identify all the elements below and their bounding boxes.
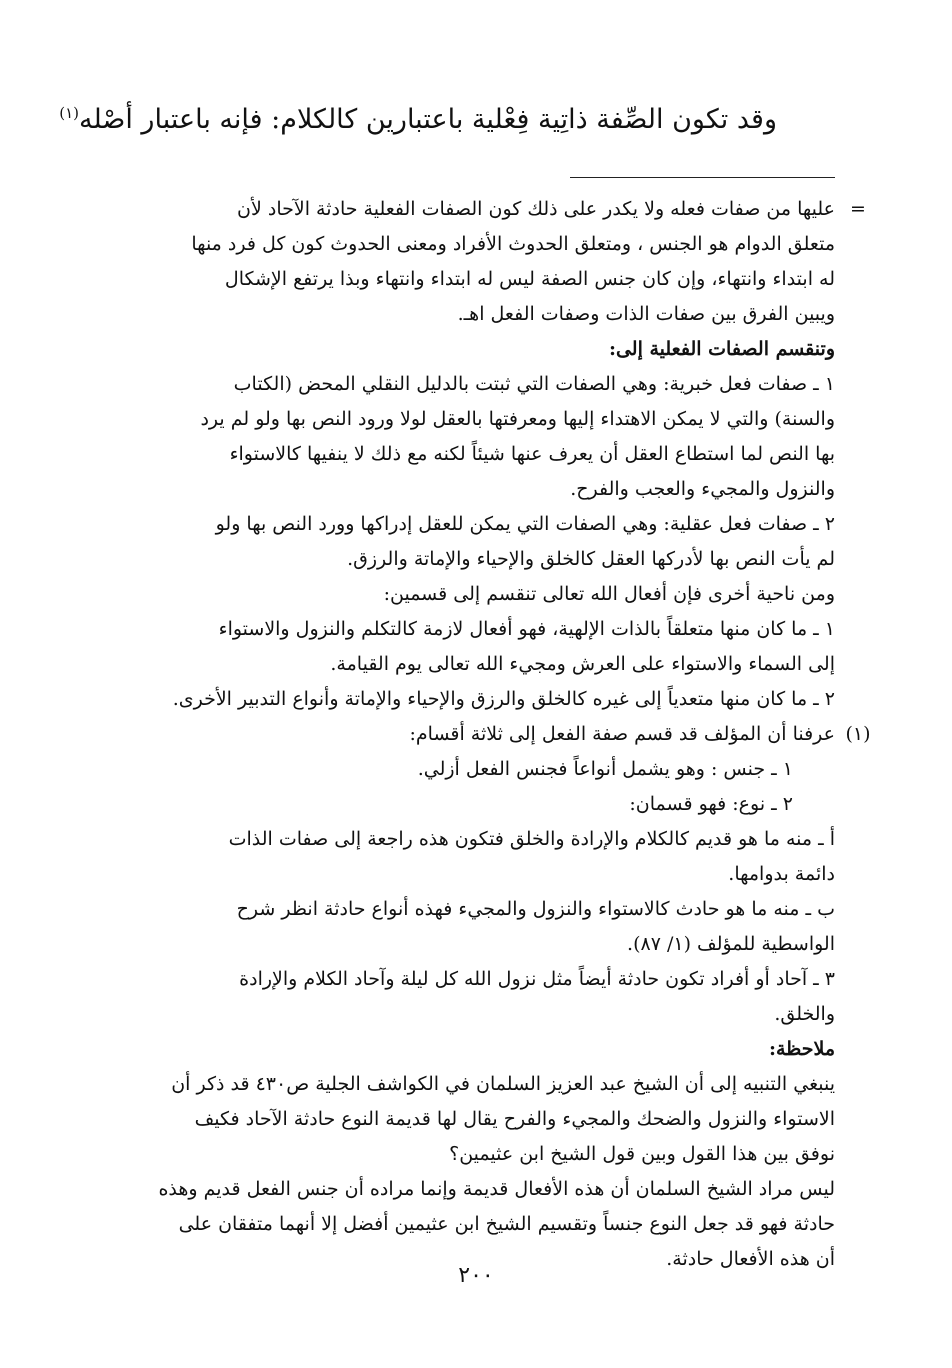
footnote-line: متعلق الدوام هو الجنس ، ومتعلق الحدوث الأفراد ومعنى الحدوث كون كل فرد منها	[191, 233, 835, 255]
footnote-line: لم يأت النص بها لأدركها العقل كالخلق والإحياء والإماتة والرزق.	[347, 548, 835, 570]
footnote-line: أ ـ منه ما هو قديم كالكلام والإرادة والخلق فتكون هذه راجعة إلى صفات الذات	[228, 828, 835, 850]
footnote-line: ٢ ـ نوع: فهو قسمان:	[629, 793, 793, 815]
footnote-heading: ملاحظة:	[768, 1038, 835, 1060]
footnote-line: = عليها من صفات فعله ولا يكدر على ذلك كون الصفات الفعلية حادثة الآحاد لأن	[135, 192, 835, 227]
page-number: ٢٠٠	[458, 1263, 494, 1288]
main-text-line	[59, 98, 777, 142]
footnote-line: (١) عرفنا أن المؤلف قد قسم صفة الفعل إلى ثلاثة أقسام:	[135, 717, 835, 752]
footnote-line: ١ ـ صفات فعل خبرية: وهي الصفات التي ثبتت بالدليل النقلي المحض (الكتاب	[233, 373, 835, 395]
footnote-ref: (١)	[59, 104, 79, 122]
footnote-line: نوفق بين هذا القول وبين قول الشيخ ابن عثيمين؟	[449, 1143, 835, 1165]
footnote-line: ١ ـ ما كان منها متعلقاً بالذات الإلهية، فهو أفعال لازمة كالتكلم والنزول والاستواء	[218, 618, 835, 640]
continuation-marker: =	[850, 198, 866, 220]
footnote-line: والخلق.	[774, 1003, 835, 1025]
footnote-line: دائمة بدوامها.	[728, 863, 835, 885]
footnote-line: بها النص لما استطاع العقل أن يعرف عنها شيئاً لكنه مع ذلك لا ينفيها كالاستواء	[229, 443, 835, 465]
footnote-heading: وتنقسم الصفات الفعلية إلى:	[608, 338, 835, 360]
footnote-line: والسنة) والتي لا يمكن الاهتداء إليها ومعرفتها بالعقل لولا ورود النص بها ولو لم يرد	[200, 408, 835, 430]
footnote-separator	[570, 177, 835, 178]
footnote-line: ويبين الفرق بين صفات الذات وصفات الفعل اهـ.	[457, 303, 835, 325]
footnotes-block	[135, 192, 871, 1277]
footnote-line: أن هذه الأفعال حادثة.	[666, 1248, 835, 1270]
footnote-line: ب ـ منه ما هو حادث كالاستواء والنزول والمجيء فهذه أنواع حادثة انظر شرح	[236, 898, 835, 920]
main-text: وقد تكون الصِّفة ذاتِية فِعْلية باعتبارين كالكلام: فإنه باعتبار أصْله	[79, 104, 777, 135]
footnote-line: ومن ناحية أخرى فإن أفعال الله تعالى تنقسم إلى قسمين:	[383, 583, 835, 605]
footnote-line: الواسطية للمؤلف (١/ ٨٧).	[627, 933, 835, 955]
footnote-number: (١)	[845, 723, 871, 745]
footnote-line: ينبغي التنبيه إلى أن الشيخ عبد العزيز السلمان في الكواشف الجلية ص٤٣٠ قد ذكر أن	[171, 1073, 835, 1095]
footnote-line: ١ ـ جنس : وهو يشمل أنواعاً فجنس الفعل أزلي.	[417, 758, 793, 780]
footnote-line: حادثة فهو قد جعل النوع جنساً وتقسيم الشيخ ابن عثيمين أفضل إلا أنهما متفقان على	[178, 1213, 835, 1235]
footnote-line: ٢ ـ صفات فعل عقلية: وهي الصفات التي يمكن للعقل إدراكها وورد النص بها ولو	[215, 513, 835, 535]
footnote-line: ٣ ـ آحاد أو أفراد تكون حادثة أيضاً مثل نزول الله كل ليلة وآحاد الكلام والإرادة	[239, 968, 835, 990]
footnote-line: والنزول والمجيء والعجب والفرح.	[570, 478, 835, 500]
footnote-line: له ابتداء وانتهاء، وإن كان جنس الصفة ليس له ابتداء وانتهاء وبذا يرتفع الإشكال	[224, 268, 835, 290]
footnote-line: إلى السماء والاستواء على العرش ومجيء الله تعالى يوم القيامة.	[330, 653, 835, 675]
footnote-line: ليس مراد الشيخ السلمان أن هذه الأفعال قديمة وإنما مراده أن جنس الفعل قديم وهذه	[158, 1178, 835, 1200]
footnote-line: الاستواء والنزول والضحك والمجيء والفرح يقال لها قديمة النوع حادثة الآحاد فكيف	[194, 1108, 835, 1130]
footnote-line: ٢ ـ ما كان منها متعدياً إلى غيره كالخلق والرزق والإحياء والإماتة وأنواع التدبير الأخرى.	[172, 688, 835, 710]
